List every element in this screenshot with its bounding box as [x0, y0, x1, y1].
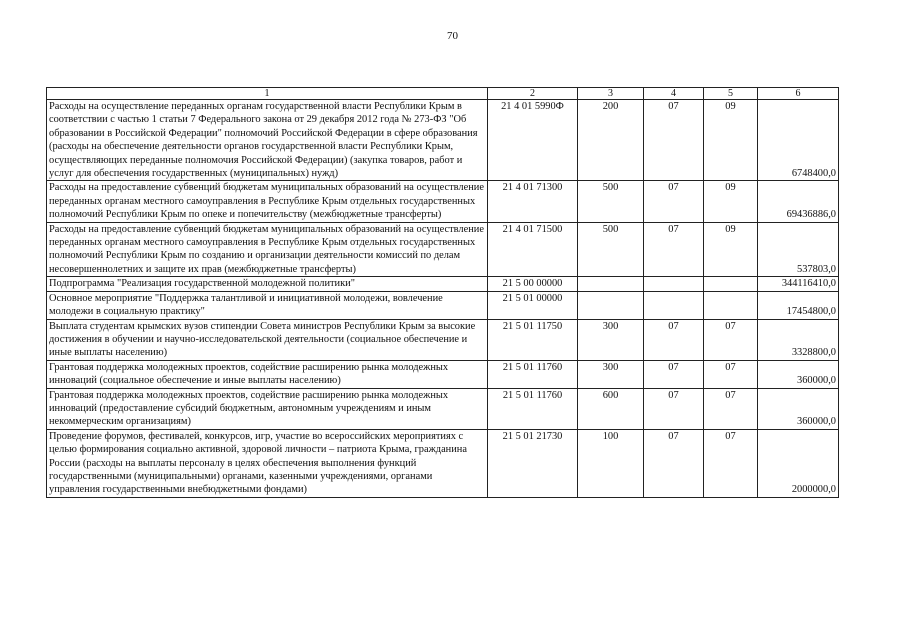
row-col-3: 100: [578, 429, 644, 497]
row-amount: 6748400,0: [758, 100, 839, 181]
row-budget-code: 21 4 01 71500: [488, 222, 578, 277]
table-row: [47, 291, 839, 319]
row-col-4: [644, 277, 704, 291]
row-col-5: 07: [704, 360, 758, 388]
table-row: [47, 277, 839, 291]
row-col-3: 300: [578, 360, 644, 388]
row-col-5: 07: [704, 388, 758, 429]
row-amount: 3328800,0: [758, 319, 839, 360]
row-amount: 537803,0: [758, 222, 839, 277]
row-col-5: 07: [704, 319, 758, 360]
row-budget-code: 21 5 01 11760: [488, 388, 578, 429]
header-col-4: 4: [644, 88, 704, 100]
row-col-5: 09: [704, 100, 758, 181]
row-description: Подпрограмма "Реализация государственной молодежной политики": [47, 277, 488, 291]
header-col-5: 5: [704, 88, 758, 100]
row-description: Проведение форумов, фестивалей, конкурсов, игр, участие во всероссийских мероприятиях с целью формирования социально активной, здоровой личности – патриота Крыма, гражданина России (расходы на выплаты персоналу в целях обеспечения выполнения функций государственными (муниципальными) органами, казенными учреждениями, органами управления государственными внебюджетными фондами): [47, 429, 488, 497]
table-header-row: [47, 88, 839, 100]
row-amount: 17454800,0: [758, 291, 839, 319]
row-amount: 69436886,0: [758, 181, 839, 222]
row-col-5: 07: [704, 429, 758, 497]
row-col-3: 500: [578, 181, 644, 222]
row-amount: 2000000,0: [758, 429, 839, 497]
row-col-4: [644, 291, 704, 319]
row-col-3: 500: [578, 222, 644, 277]
header-col-6: 6: [758, 88, 839, 100]
row-col-5: 09: [704, 181, 758, 222]
row-col-4: 07: [644, 388, 704, 429]
row-description: Грантовая поддержка молодежных проектов, содействие расширению рынка молодежных инноваций (предоставление субсидий бюджетным, автономным учреждениям и иным некоммерческим организациям): [47, 388, 488, 429]
row-amount: 360000,0: [758, 388, 839, 429]
row-col-3: 200: [578, 100, 644, 181]
row-col-3: [578, 277, 644, 291]
table-row: [47, 222, 839, 277]
row-description: Грантовая поддержка молодежных проектов, содействие расширению рынка молодежных инноваций (социальное обеспечение и иные выплаты населению): [47, 360, 488, 388]
row-amount: 344116410,0: [758, 277, 839, 291]
header-col-3: 3: [578, 88, 644, 100]
row-budget-code: 21 4 01 5990Ф: [488, 100, 578, 181]
row-col-4: 07: [644, 429, 704, 497]
row-col-3: 600: [578, 388, 644, 429]
row-amount: 360000,0: [758, 360, 839, 388]
page-number: 70: [447, 30, 458, 42]
budget-table: [46, 87, 839, 498]
row-col-4: 07: [644, 181, 704, 222]
table-row: [47, 429, 839, 497]
header-col-2: 2: [488, 88, 578, 100]
table-row: [47, 100, 839, 181]
table-row: [47, 181, 839, 222]
row-col-3: [578, 291, 644, 319]
row-description: Расходы на предоставление субвенций бюджетам муниципальных образований на осуществление переданных органам местного самоуправления в Республике Крым отдельных государственных полномочий Республики Крым по созданию и организации деятельности комиссий по делам несовершеннолетних и защите их прав (межбюджетные трансферты): [47, 222, 488, 277]
table-row: [47, 319, 839, 360]
row-description: Выплата студентам крымских вузов стипендии Совета министров Республики Крым за высокие достижения в обучении и научно-исследовательской деятельности (социальное обеспечение и иные выплаты населению): [47, 319, 488, 360]
row-budget-code: 21 5 01 11760: [488, 360, 578, 388]
row-description: Основное мероприятие "Поддержка талантливой и инициативной молодежи, вовлечение молодежи в социальную практику": [47, 291, 488, 319]
row-budget-code: 21 5 01 21730: [488, 429, 578, 497]
row-col-4: 07: [644, 100, 704, 181]
row-col-5: [704, 277, 758, 291]
row-col-5: [704, 291, 758, 319]
row-col-4: 07: [644, 222, 704, 277]
row-description: Расходы на осуществление переданных органам государственной власти Республики Крым в соответствии с частью 1 статьи 7 Федерального закона от 29 декабря 2012 года № 273-ФЗ "Об образовании в Российской Федерации" полномочий Российской Федерации в сфере образования (расходы на обеспечение деятельности органов государственной власти Республики Крым, осуществляющих переданные полномочия Российской Федерации) (закупка товаров, работ и услуг для обеспечения государственных (муниципальных) нужд): [47, 100, 488, 181]
row-budget-code: 21 5 01 11750: [488, 319, 578, 360]
row-description: Расходы на предоставление субвенций бюджетам муниципальных образований на осуществление переданных органам местного самоуправления в Республике Крым отдельных государственных полномочий Республики Крым по опеке и попечительству (межбюджетные трансферты): [47, 181, 488, 222]
row-col-5: 09: [704, 222, 758, 277]
table-row: [47, 360, 839, 388]
header-col-1: 1: [47, 88, 488, 100]
row-budget-code: 21 5 01 00000: [488, 291, 578, 319]
row-col-4: 07: [644, 319, 704, 360]
row-col-4: 07: [644, 360, 704, 388]
row-col-3: 300: [578, 319, 644, 360]
row-budget-code: 21 5 00 00000: [488, 277, 578, 291]
row-budget-code: 21 4 01 71300: [488, 181, 578, 222]
table-row: [47, 388, 839, 429]
